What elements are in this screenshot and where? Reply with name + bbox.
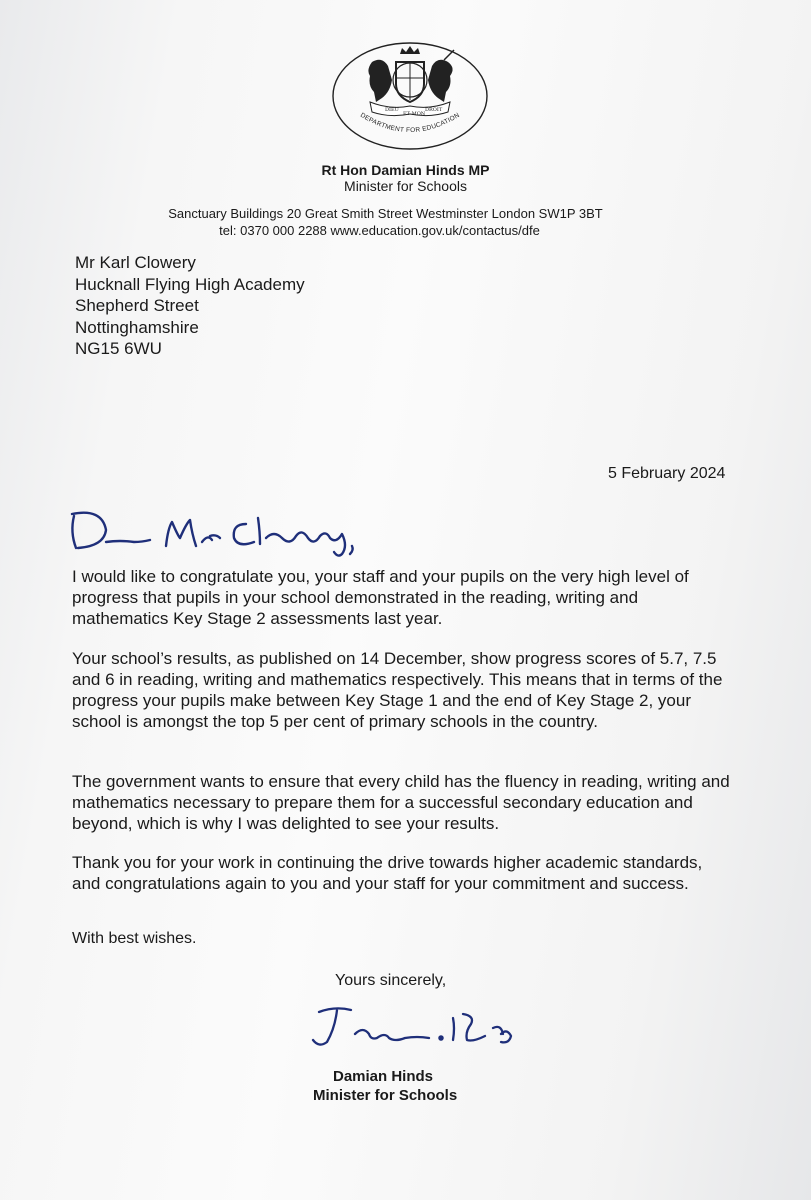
recipient-street: Shepherd Street [75, 296, 199, 315]
department-address: Sanctuary Buildings 20 Great Smith Street Westminster London SW1P 3BT [168, 206, 603, 221]
royal-coat-of-arms-logo [330, 40, 490, 152]
svg-text:DEPARTMENT FOR EDUCATION: DEPARTMENT FOR EDUCATION [358, 111, 462, 135]
recipient-address [75, 252, 305, 360]
signatory-name: Damian Hinds [333, 1068, 434, 1085]
closing-line: With best wishes. [72, 930, 197, 947]
letter-date: 5 February 2024 [608, 465, 726, 482]
handwritten-signature [305, 998, 535, 1056]
svg-text:ET MON: ET MON [403, 111, 426, 117]
department-contact: tel: 0370 000 2288 www.education.gov.uk/contactus/dfe [219, 223, 540, 238]
handwritten-salutation [62, 502, 382, 562]
sender-name: Rt Hon Damian Hinds MP [321, 162, 490, 178]
sign-off: Yours sincerely, [335, 972, 447, 989]
svg-text:DIEU: DIEU [385, 107, 399, 113]
body-paragraph-4: Thank you for your work in continuing the drive towards higher academic standards, and congratulations again to you and your staff for your commitment and success. [72, 853, 703, 893]
body-paragraph-2: Your school’s results, as published on 14 December, show progress scores of 5.7, 7.5 and 6 in reading, writing and mathematics respectively. This means that in terms of the progress your pupils make between Key Stage 1 and the end of Key Stage 2, your school is amongst the top 5 per cent of primary schools in the country. [72, 649, 723, 731]
body-paragraph-3: The government wants to ensure that every child has the fluency in reading, writing and mathematics necessary to prepare them for a successful secondary education and beyond, which is why I was delighted to see your results. [72, 772, 730, 833]
recipient-postcode: NG15 6WU [75, 339, 162, 358]
body-paragraph-1: I would like to congratulate you, your staff and your pupils on the very high level of progress that pupils in your school demonstrated in the reading, writing and mathematics Key Stage 2 assessments last year. [72, 567, 689, 628]
recipient-name: Mr Karl Clowery [75, 253, 196, 272]
svg-text:DROIT: DROIT [425, 107, 443, 113]
recipient-county: Nottinghamshire [75, 317, 199, 337]
signatory-role: Minister for Schools [313, 1087, 458, 1104]
recipient-school: Hucknall Flying High Academy [75, 274, 305, 294]
sender-title: Minister for Schools [344, 178, 467, 194]
